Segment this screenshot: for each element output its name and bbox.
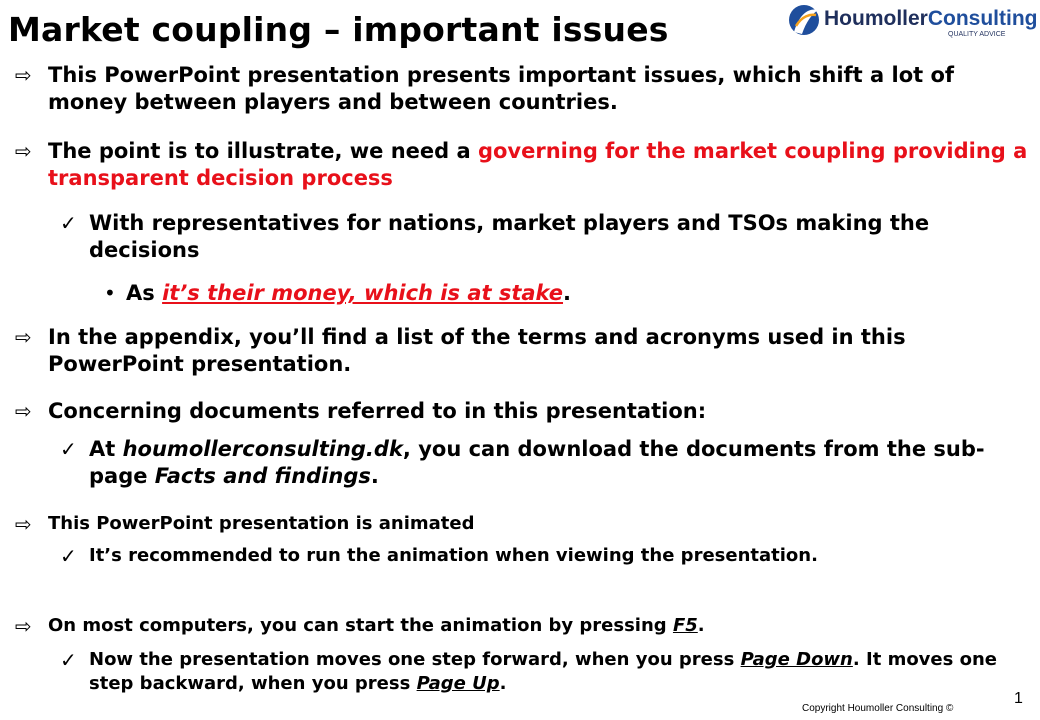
sub-bullet-item [60,544,1020,568]
bullet-item [15,62,1030,116]
bullet-item [15,138,1030,192]
checkmark-icon: ✓ [60,211,77,235]
sub-sub-bullet-text: As [126,281,163,305]
bullet-item [15,512,1030,536]
arrow-bullet-icon: ⇨ [15,399,32,423]
arrow-bullet-icon: ⇨ [15,325,32,349]
bullet-text: Concerning documents referred to in this presentation: [48,399,707,423]
checkmark-icon: ✓ [60,648,77,672]
highlighted-text: governing for the market coupling providing a transparent decision process [48,139,1028,190]
bullet-item: ⇨ On most computers, you can start the animation by pressing F5. [15,614,705,638]
svg-text:HoumollerConsulting: HoumollerConsulting [824,7,1038,30]
page-down-key-text: Page Down [740,649,853,670]
arrow-bullet-icon: ⇨ [15,139,32,163]
page-number: 1 [1014,690,1023,707]
checkmark-icon: ✓ [60,437,77,461]
sub-bullet-text: With representatives for nations, market players and TSOs making the decisions [89,211,930,262]
money-at-stake-link[interactable]: it’s their money, which is at stake [162,281,564,305]
subpage-name: Facts and findings [154,464,371,488]
website-name: houmollerconsulting.dk [122,437,403,461]
bullet-text: The point is to illustrate, we need a [48,139,478,163]
logo-icon [788,2,1038,40]
f5-key-text: F5 [672,615,698,636]
bullet-text: This PowerPoint presentation presents important issues, which shift a lot of money between players and between countries. [48,63,955,114]
bullet-text: In the appendix, you’ll find a list of the terms and acronyms used in this PowerPoint presentation. [48,325,906,376]
arrow-bullet-icon: ⇨ [15,63,32,87]
copyright-footer: Copyright Houmoller Consulting © [802,703,954,714]
arrow-bullet-icon: ⇨ [15,512,32,536]
sub-bullet-item: ✓ At houmollerconsulting.dk, you can download the documents from the sub-page Facts and findings. [60,437,985,488]
arrow-bullet-icon: ⇨ [15,614,32,638]
page-up-key-text: Page Up [416,673,500,694]
sub-bullet-text: It’s recommended to run the animation when viewing the presentation. [89,545,818,566]
bullet-item [15,324,1030,378]
sub-sub-bullet-item: • As it’s their money, which is at stake. [104,281,571,305]
svg-text:QUALITY ADVICE: QUALITY ADVICE [948,31,1006,38]
bullet-item [15,398,1030,425]
houmoller-consulting-logo [788,2,1038,40]
sub-bullet-item: ✓ Now the presentation moves one step forward, when you press Page Down. It moves one step backward, when you press Page Up. [60,648,997,694]
dot-bullet-icon: • [104,281,116,305]
sub-bullet-item [60,210,1020,264]
slide-title: Market coupling – important issues [8,10,669,49]
bullet-text: This PowerPoint presentation is animated [48,513,475,534]
checkmark-icon: ✓ [60,544,77,568]
